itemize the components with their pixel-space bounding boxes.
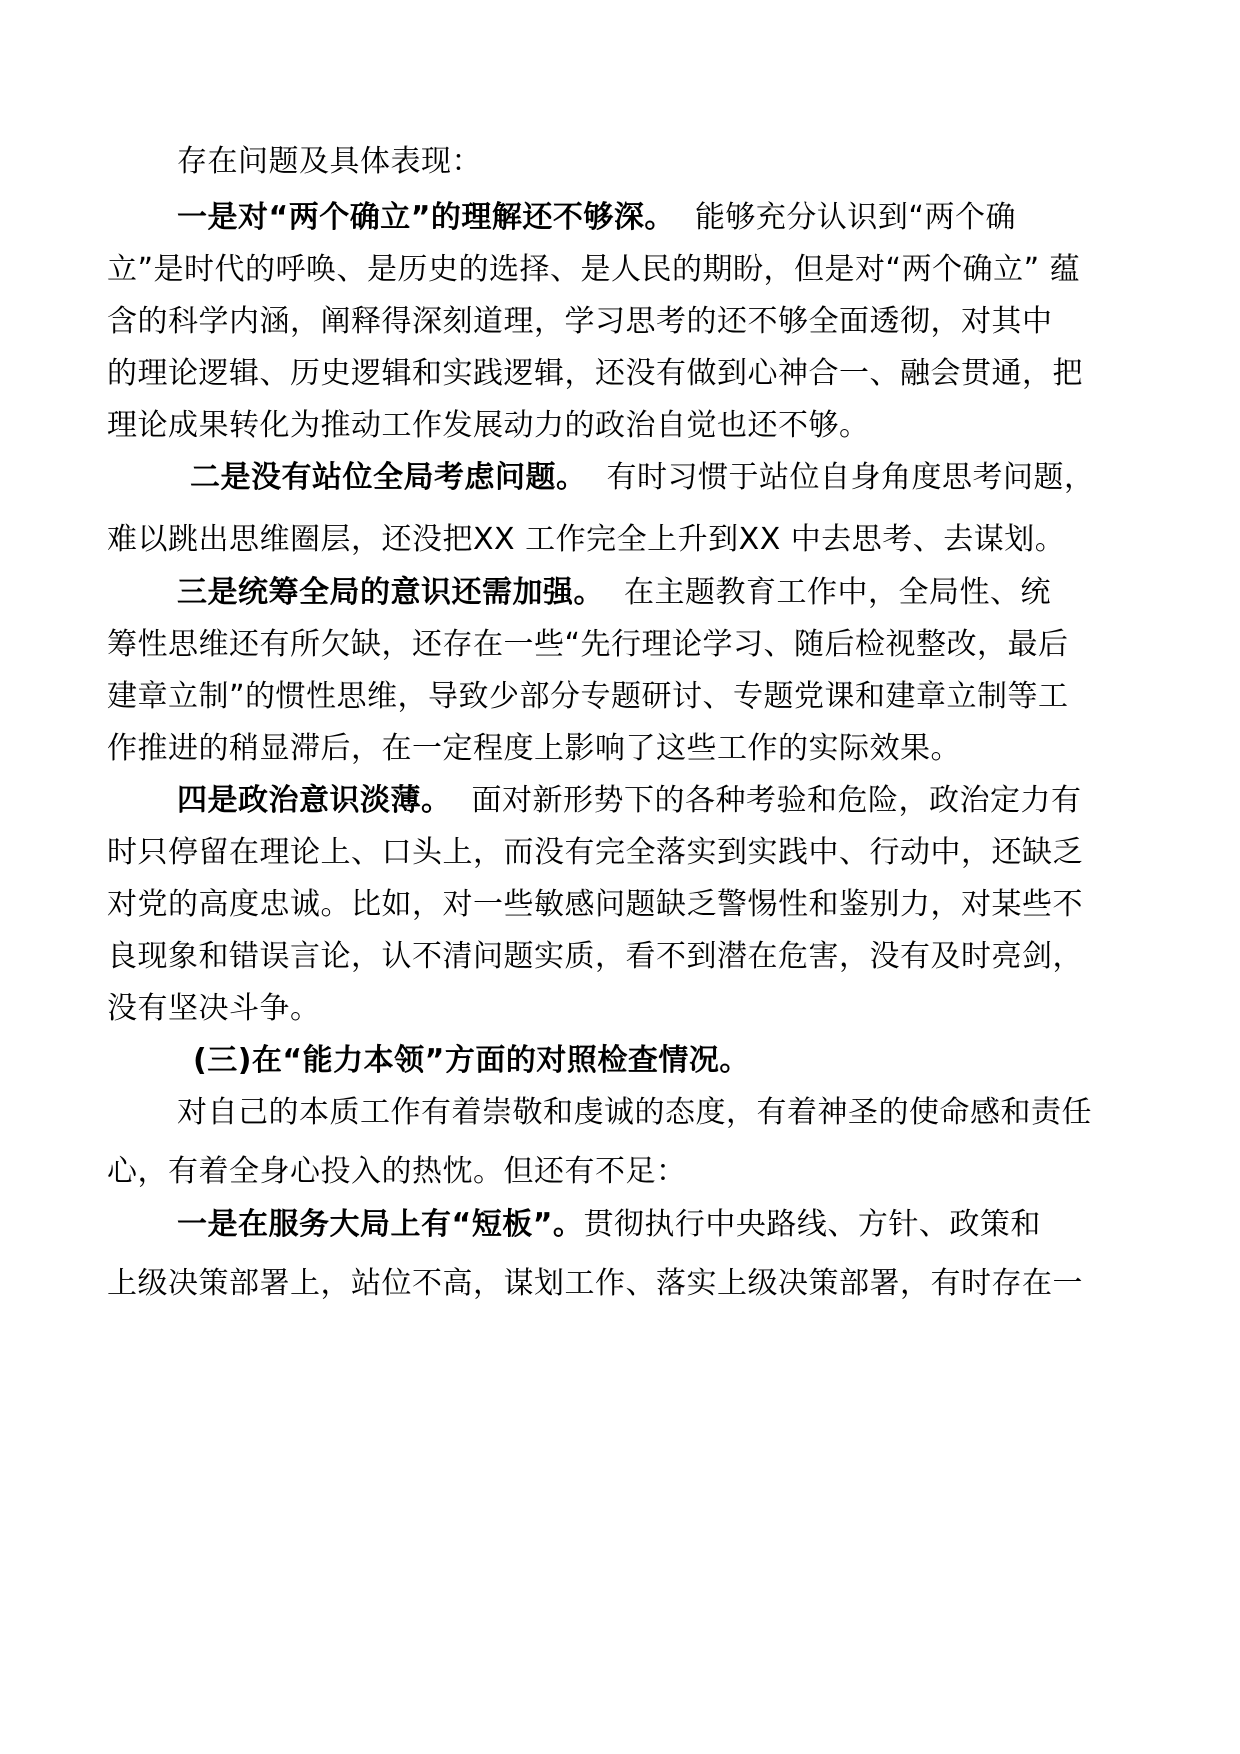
paragraph-1-text: 能够充分认识到“两个确 — [694, 200, 1016, 235]
section-3-line-2: 心，有着全身心投入的热忱。但还有不足： — [107, 1154, 687, 1189]
paragraph-1-heading: 一是对“两个确立”的理解还不够深。 — [177, 200, 675, 235]
paragraph-2-text: 有时习惯于站位自身角度思考问题， — [606, 460, 1095, 495]
paragraph-5-heading: 一是在服务大局上有“短板”。 — [177, 1207, 584, 1242]
paragraph-1-line-5: 理论成果转化为推动工作发展动力的政治自觉也还不够。 — [107, 408, 870, 443]
paragraph-1-line-1 — [177, 198, 1016, 238]
paragraph-3-heading: 三是统筹全局的意识还需加强。 — [177, 575, 604, 610]
paragraph-3-line-4: 作推进的稍显滞后，在一定程度上影响了这些工作的实际效果。 — [107, 731, 961, 766]
paragraph-4-line-5: 没有坚决斗争。 — [107, 991, 321, 1026]
paragraph-3-line-1 — [177, 573, 1051, 613]
paragraph-4-line-1 — [177, 781, 1082, 821]
paragraph-5-text: 贯彻执行中央路线、方针、政策和 — [583, 1207, 1041, 1242]
paragraph-5-line-2: 上级决策部署上，站位不高，谋划工作、落实上级决策部署，有时存在一 — [107, 1266, 1083, 1301]
intro-text: 存在问题及具体表现： — [177, 144, 482, 179]
paragraph-3-line-3: 建章立制”的惯性思维，导致少部分专题研讨、专题党课和建章立制等工 — [107, 679, 1069, 714]
paragraph-1-line-3: 含的科学内涵，阐释得深刻道理，学习思考的还不够全面透彻，对其中 — [107, 304, 1053, 339]
section-3-line-1: 对自己的本质工作有着崇敬和虔诚的态度，有着神圣的使命感和责任 — [177, 1095, 1092, 1130]
paragraph-5-line-1 — [177, 1205, 1041, 1245]
paragraph-3-text: 在主题教育工作中，全局性、统 — [624, 575, 1051, 610]
paragraph-3-line-2: 筹性思维还有所欠缺，还存在一些“先行理论学习、随后检视整改，最后 — [107, 627, 1069, 662]
section-3-heading: (三)在“能力本领”方面的对照检查情况。 — [193, 1043, 750, 1078]
paragraph-2-line-1 — [190, 458, 1095, 498]
paragraph-4-text: 面对新形势下的各种考验和危险，政治定力有 — [471, 783, 1082, 818]
paragraph-4-line-3: 对党的高度忠诚。比如，对一些敏感问题缺乏警惕性和鉴别力，对某些不 — [107, 887, 1083, 922]
paragraph-4-heading: 四是政治意识淡薄。 — [177, 783, 452, 818]
paragraph-1-line-2: 立”是时代的呼唤、是历史的选择、是人民的期盼，但是对“两个确立” 蕴 — [107, 252, 1081, 287]
paragraph-4-line-2: 时只停留在理论上、口头上，而没有完全落实到实践中、行动中，还缺乏 — [107, 835, 1083, 870]
paragraph-2-line-2: 难以跳出思维圈层，还没把XX 工作完全上升到XX 中去思考、去谋划。 — [107, 522, 1066, 557]
paragraph-1-line-4: 的理论逻辑、历史逻辑和实践逻辑，还没有做到心神合一、融会贯通，把 — [107, 356, 1083, 391]
paragraph-2-heading: 二是没有站位全局考虑问题。 — [190, 460, 587, 495]
paragraph-4-line-4: 良现象和错误言论，认不清问题实质，看不到潜在危害，没有及时亮剑， — [107, 939, 1083, 974]
